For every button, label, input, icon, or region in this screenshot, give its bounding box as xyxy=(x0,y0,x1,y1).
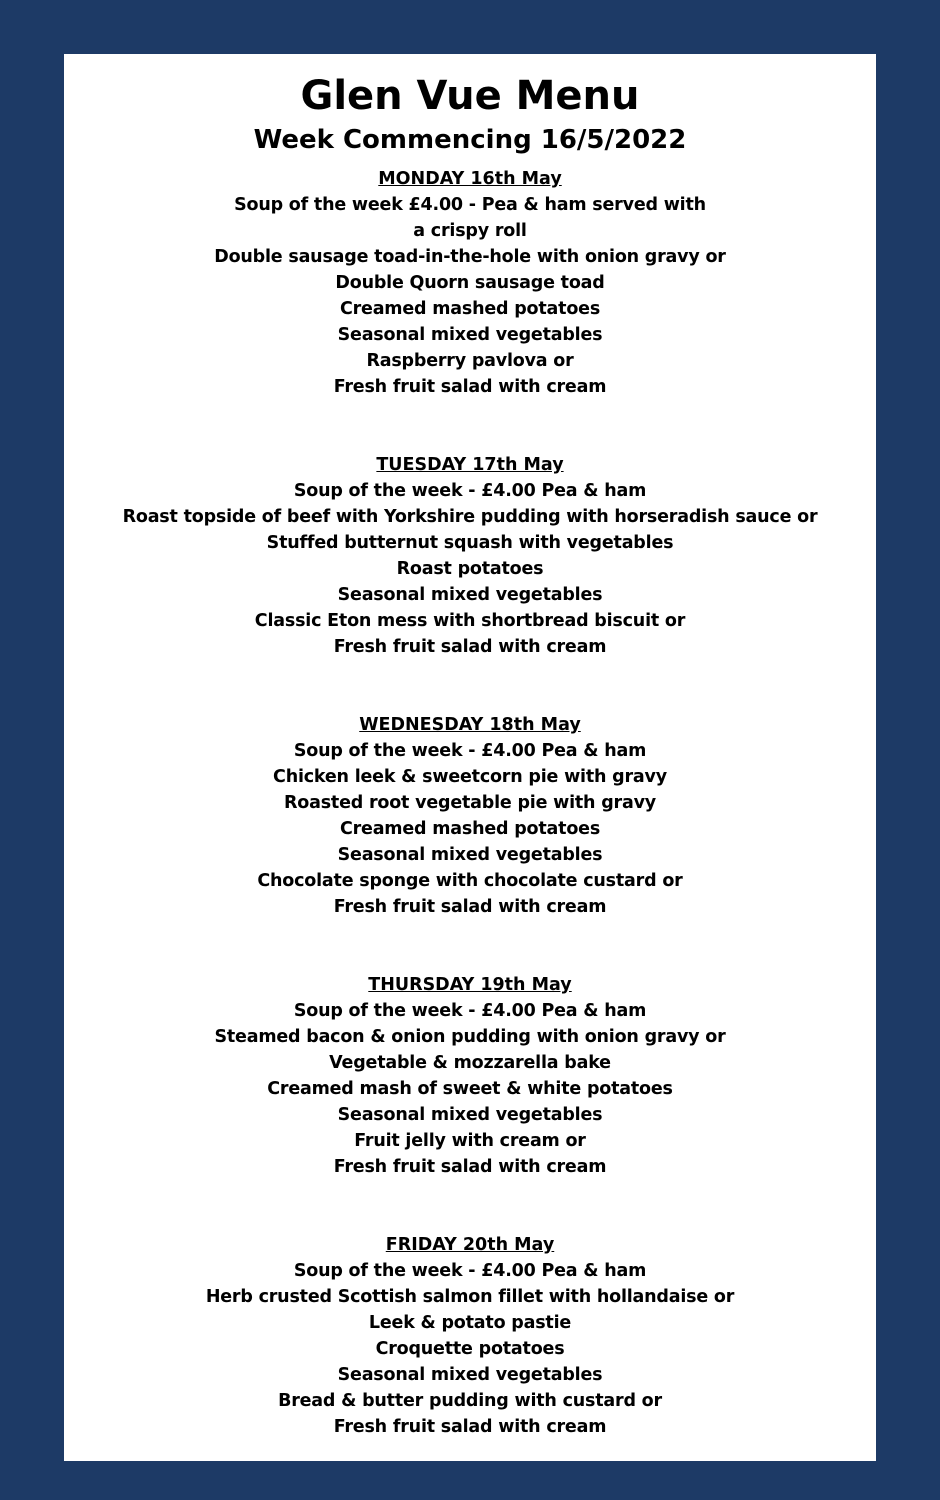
day-section-thursday xyxy=(64,972,876,1180)
menu-line: Fresh fruit salad with cream xyxy=(333,1157,607,1177)
menu-line: Soup of the week - £4.00 Pea & ham xyxy=(293,1001,647,1021)
menu-line: Roast topside of beef with Yorkshire pudding with horseradish sauce or xyxy=(122,507,818,527)
page-title: Glen Vue Menu xyxy=(300,73,640,119)
menu-line: Double Quorn sausage toad xyxy=(335,273,605,293)
menu-line: Raspberry pavlova or xyxy=(366,351,574,371)
menu-line: Roast potatoes xyxy=(396,559,544,579)
menu-line: Soup of the week - £4.00 Pea & ham xyxy=(293,481,647,501)
menu-line: Fruit jelly with cream or xyxy=(354,1131,586,1151)
menu-line: a crispy roll xyxy=(413,221,527,241)
menu-line: Fresh fruit salad with cream xyxy=(333,637,607,657)
menu-line: Steamed bacon & onion pudding with onion gravy or xyxy=(214,1027,726,1047)
menu-page xyxy=(64,54,876,1461)
menu-list-tuesday xyxy=(64,478,876,660)
menu-line: Creamed mashed potatoes xyxy=(339,819,601,839)
menu-list-thursday xyxy=(64,998,876,1180)
menu-line: Soup of the week £4.00 - Pea & ham served with xyxy=(234,195,706,215)
menu-line: Classic Eton mess with shortbread biscuit or xyxy=(254,611,686,631)
day-section-monday xyxy=(64,166,876,400)
menu-list-monday xyxy=(64,192,876,400)
menu-line: Seasonal mixed vegetables xyxy=(337,1365,603,1385)
menu-line: Creamed mash of sweet & white potatoes xyxy=(267,1079,673,1099)
menu-line: Creamed mashed potatoes xyxy=(339,299,601,319)
menu-line: Fresh fruit salad with cream xyxy=(333,1417,607,1437)
menu-line: Herb crusted Scottish salmon fillet with hollandaise or xyxy=(205,1287,735,1307)
menu-line: Soup of the week - £4.00 Pea & ham xyxy=(293,1261,647,1281)
menu-line: Stuffed butternut squash with vegetables xyxy=(266,533,674,553)
day-heading-thursday: THURSDAY 19th May xyxy=(368,975,572,995)
menu-line: Seasonal mixed vegetables xyxy=(337,325,603,345)
menu-line: Vegetable & mozzarella bake xyxy=(329,1053,611,1073)
menu-line: Leek & potato pastie xyxy=(368,1313,572,1333)
menu-line: Double sausage toad-in-the-hole with onion gravy or xyxy=(214,247,726,267)
day-section-friday xyxy=(64,1232,876,1440)
menu-list-friday xyxy=(64,1258,876,1440)
menu-line: Roasted root vegetable pie with gravy xyxy=(284,793,656,813)
menu-line: Seasonal mixed vegetables xyxy=(337,845,603,865)
menu-line: Bread & butter pudding with custard or xyxy=(278,1391,662,1411)
menu-line: Chocolate sponge with chocolate custard or xyxy=(257,871,683,891)
week-subtitle: Week Commencing 16/5/2022 xyxy=(253,125,687,155)
menu-line: Soup of the week - £4.00 Pea & ham xyxy=(293,741,647,761)
menu-line: Croquette potatoes xyxy=(375,1339,565,1359)
menu-line: Chicken leek & sweetcorn pie with gravy xyxy=(273,767,667,787)
menu-line: Seasonal mixed vegetables xyxy=(337,585,603,605)
day-heading-tuesday: TUESDAY 17th May xyxy=(376,455,564,475)
menu-list-wednesday xyxy=(64,738,876,920)
menu-line: Fresh fruit salad with cream xyxy=(333,377,607,397)
menu-line: Fresh fruit salad with cream xyxy=(333,897,607,917)
day-section-wednesday xyxy=(64,712,876,920)
day-heading-monday: MONDAY 16th May xyxy=(378,169,562,189)
day-heading-wednesday: WEDNESDAY 18th May xyxy=(359,715,581,735)
menu-line: Seasonal mixed vegetables xyxy=(337,1105,603,1125)
day-section-tuesday xyxy=(64,452,876,660)
day-heading-friday: FRIDAY 20th May xyxy=(385,1235,555,1255)
